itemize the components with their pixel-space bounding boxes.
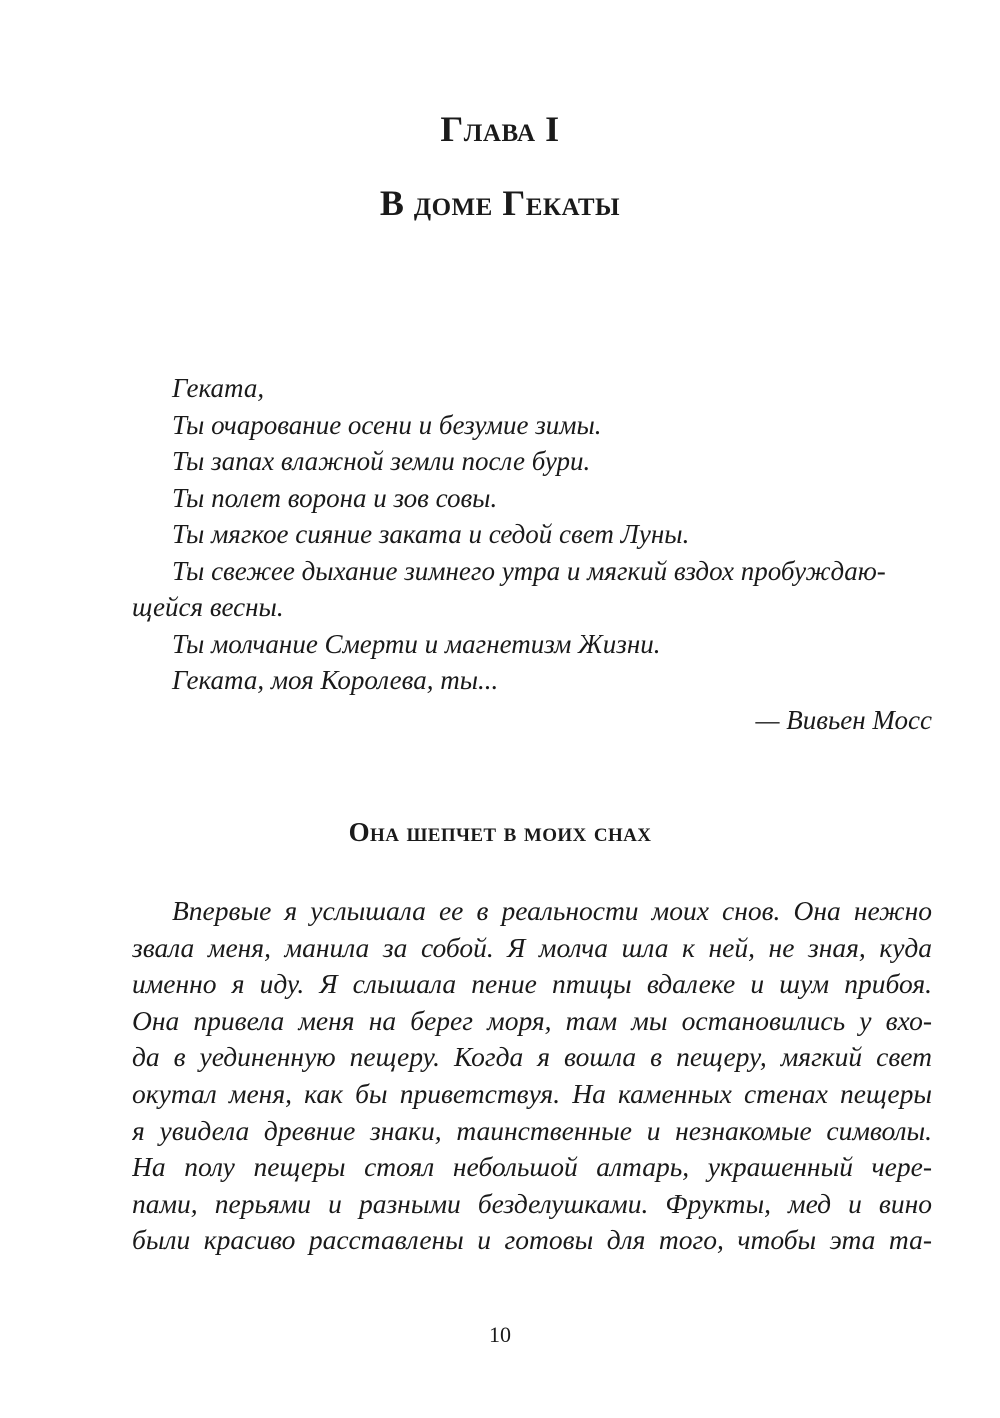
paragraph-line: были красиво расставлены и готовы для того, чтобы эта та- — [132, 1224, 932, 1256]
poem-line: Ты мягкое сияние заката и седой свет Луны. — [172, 519, 690, 549]
poem-line: Геката, — [172, 373, 265, 403]
paragraph-line: именно я иду. Я слышала пение птицы вдалеке и шум прибоя. — [132, 968, 932, 1000]
poem-line: Ты запах влажной земли после бури. — [172, 446, 591, 476]
paragraph-line: окутал меня, как бы приветствуя. На каменных стенах пещеры — [132, 1077, 932, 1109]
paragraph-line: да в уединенную пещеру. Когда я вошла в пещеру, мягкий свет — [132, 1041, 932, 1073]
paragraph-line: звала меня, манила за собой. Я молча шла к ней, не зная, куда — [132, 931, 932, 963]
paragraph-line: На полу пещеры стоял небольшой алтарь, украшенный чере- — [132, 1151, 932, 1183]
poem-line: щейся весны. — [132, 592, 284, 622]
paragraph-line: Впервые я услышала ее в реальности моих снов. Она нежно — [172, 895, 932, 926]
poem-line: Ты очарование осени и безумие зимы. — [172, 409, 602, 440]
body-paragraph — [132, 893, 932, 1259]
paragraph-line: я увидела древние знаки, таинственные и незнакомые символы. — [132, 1114, 932, 1146]
poem-line: Ты свежее дыхание зимнего утра и мягкий вздох пробуждаю- — [172, 555, 886, 586]
poem-line: Геката, моя Королева, ты... — [172, 665, 499, 695]
paragraph-line: Она привела меня на берег моря, там мы остановились у вхо- — [132, 1004, 932, 1036]
epigraph-poem — [132, 370, 932, 699]
poem-attribution: — Вивьен Мосс — [755, 705, 932, 735]
paragraph-line: пами, перьями и разными безделушками. Фрукты, мед и вино — [132, 1187, 932, 1219]
chapter-number: Глава I — [440, 109, 560, 149]
chapter-title: В доме Гекаты — [379, 183, 621, 223]
poem-line: Ты молчание Смерти и магнетизм Жизни. — [172, 628, 661, 659]
poem-line: Ты полет ворона и зов совы. — [172, 482, 498, 513]
page-number: 10 — [489, 1322, 511, 1347]
section-title: Она шепчет в моих снах — [348, 817, 652, 847]
